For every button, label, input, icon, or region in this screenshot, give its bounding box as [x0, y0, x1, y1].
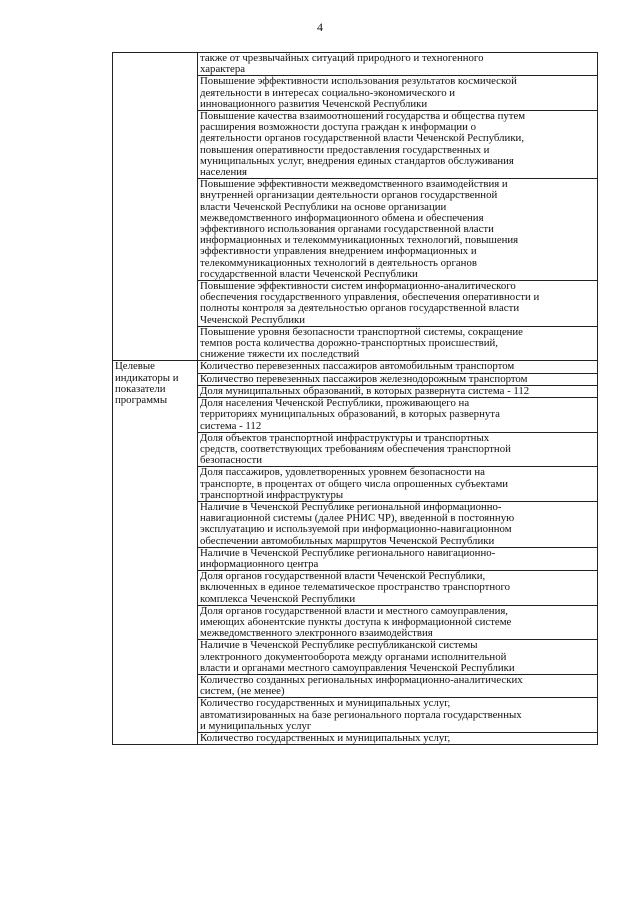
goal-cell: Повышение эффективности использования результатов космической деятельности в интересах социально-экономического и инновационного развития Чеченской Республики	[198, 76, 598, 111]
goal-cell: Повышение качества взаимоотношений государства и общества путем расширения возможности доступа граждан к информации о деятельности органов государственной власти Чеченской Республики, повышения оперативности предоставления государственных и муниципальных услуг, внедрения единых стандартов обслуживания населения	[198, 111, 598, 179]
program-passport-table	[112, 52, 598, 745]
indicator-cell: Доля органов государственной власти и местного самоуправления, имеющих абонентские пункты доступа к информационной системе межведомственного электронного взаимодействия	[198, 605, 598, 640]
page-number: 4	[317, 20, 323, 34]
indicator-cell: Наличие в Чеченской Республике региональной информационно- навигационной системы (далее РНИС ЧР), введенной в постоянную эксплуатацию и используемой при информационно-навигационном обеспечении автомобильных маршрутов Чеченской Республики	[198, 501, 598, 547]
indicator-cell: Количество созданных региональных информационно-аналитических систем, (не менее)	[198, 674, 598, 697]
indicator-cell: Доля органов государственной власти Чеченской Республики, включенных в единое телематическое пространство транспортного комплекса Чеченской Республики	[198, 571, 598, 606]
empty-label-cell	[113, 53, 198, 361]
indicator-cell: Наличие в Чеченской Республике республиканской системы электронного документооборота между органами исполнительной власти и органами местного самоуправления Чеченской Республики	[198, 640, 598, 675]
indicator-cell: Наличие в Чеченской Республике регионального навигационно- информационного центра	[198, 547, 598, 570]
indicator-cell: Доля населения Чеченской Республики, проживающего на территориях муниципальных образований, в которых развернута система - 112	[198, 398, 598, 433]
indicator-cell: Доля объектов транспортной инфраструктуры и транспортных средств, соответствующих требованиям обеспечения транспортной безопасности	[198, 432, 598, 467]
goal-cell: Повышение эффективности систем информационно-аналитического обеспечения государственного управления, обеспечения оперативности и полноты контроля за деятельностью органов государственной власти Чеченской Республики	[198, 281, 598, 327]
indicator-cell: Доля пассажиров, удовлетворенных уровнем безопасности на транспорте, в процентах от общего числа опрошенных субъектами транспортной инфраструктуры	[198, 467, 598, 502]
indicator-cell: Доля муниципальных образований, в которых развернута система - 112	[198, 385, 598, 397]
indicator-cell: Количество государственных и муниципальных услуг,	[198, 732, 598, 744]
table-row	[113, 361, 598, 373]
goal-cell: Повышение уровня безопасности транспортной системы, сокращение темпов роста количества дорожно-транспортных происшествий, снижение тяжести их последствий	[198, 326, 598, 361]
indicators-label: Целевые индикаторы и показатели программы	[113, 361, 198, 745]
indicator-cell: Количество перевезенных пассажиров автомобильным транспортом	[198, 361, 598, 373]
indicator-cell: Количество перевезенных пассажиров железнодорожным транспортом	[198, 373, 598, 385]
table-row	[113, 53, 598, 76]
goal-cell: Повышение эффективности межведомственного взаимодействия и внутренней организации деятельности органов государственной власти Чеченской Республики на основе организации межведомственного информационного обмена и обеспечения эффективного использования органами государственной власти информационных и телекоммуникационных технологий, повышения эффективности управления внедрением информационных и телекоммуникационных технологий в деятельность органов государственной власти Чеченской Республики	[198, 179, 598, 281]
indicator-cell: Количество государственных и муниципальных услуг, автоматизированных на базе регионального портала государственных и муниципальных услуг	[198, 698, 598, 733]
goal-cell: также от чрезвычайных ситуаций природного и техногенного характера	[198, 53, 598, 76]
